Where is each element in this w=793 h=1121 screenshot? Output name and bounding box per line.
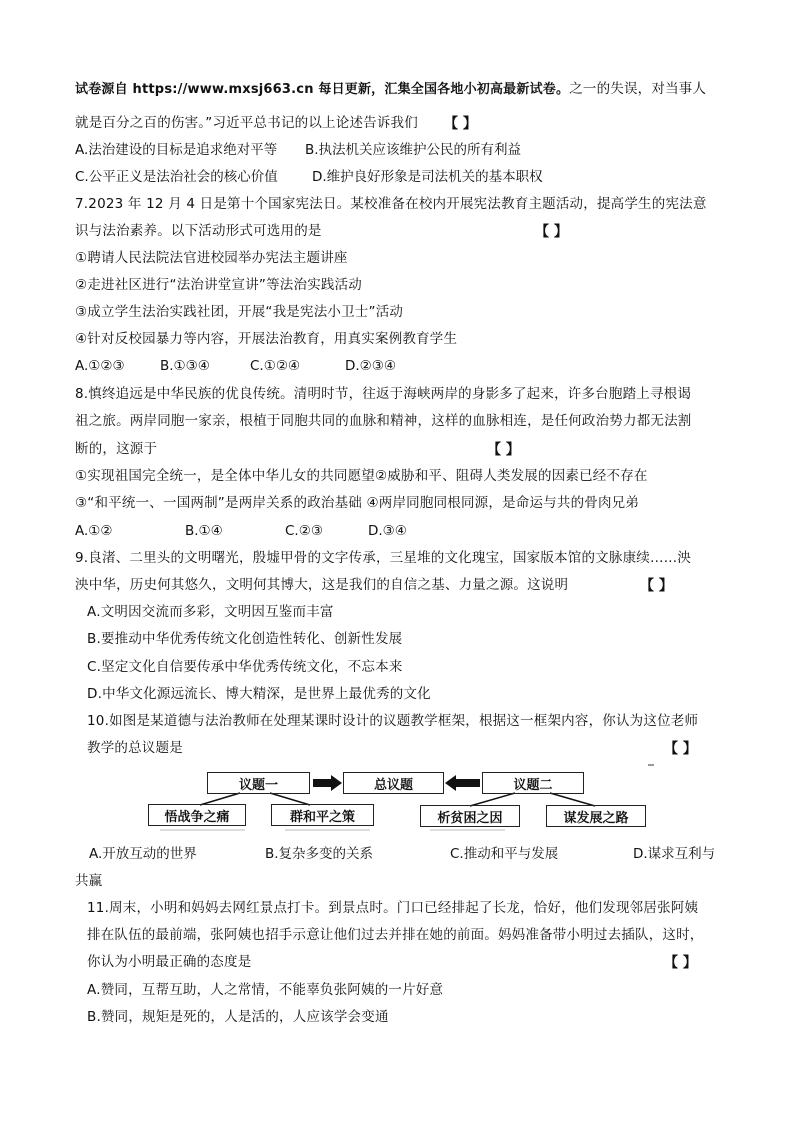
q11-stem-line2: 排在队伍的最前端，张阿姨也招手示意让他们过去并排在她的前面。妈妈准备带小明过去插队，这时， [87,927,704,943]
diagram-topic-two: 议题二 [482,772,584,794]
q9-stem-line1: 9.良渚、二里头的文明曙光，殷墟甲骨的文字传承，三星堆的文化瑰宝，国家版本馆的文脉康续……泱 [75,550,692,566]
q6-text-continuation: 之一的失误，对当事人 [569,81,707,97]
q11-stem-line3: 你认为小明最正确的态度是 [87,954,252,970]
source-watermark: 试卷源自 https://www.mxsj663.cn 每日更新，汇集全国各地小初高最新试卷。 [75,82,570,97]
q6-option-b: B.执法机关应该维护公民的所有利益 [305,142,522,158]
diagram-sub-peace-policy: 群和平之策 [271,804,374,826]
q6-answer-bracket: 【 】 [444,116,477,132]
q8-option-b: B.①④ [185,523,223,539]
diagram-main-topic: 总议题 [343,772,444,794]
q9-answer-bracket: 【 】 [640,578,673,594]
q8-statements-1-2: ①实现祖国完全统一，是全体中华儿女的共同愿望②威胁和平、阻碍人类发展的因素已经不存在 [75,468,648,484]
diagram-sub-poverty-cause: 析贫困之因 [420,805,520,827]
q7-stem-line2: 识与法治素养。以下活动形式可选用的是 [75,223,322,239]
q11-option-b: B.赞同，规矩是死的，人是活的，人应该学会变通 [87,1009,389,1025]
q7-answer-bracket: 【 】 [535,224,568,240]
q9-option-b: B.要推动中华优秀传统文化创造性转化、创新性发展 [87,631,403,647]
q10-option-d: D.谋求互利与 [633,846,716,862]
q11-answer-bracket: 【 】 [664,955,697,971]
q6-option-a: A.法治建设的目标是追求绝对平等 [75,142,278,158]
q11-stem-line1: 11.周末，小明和妈妈去网红景点打卡。到景点时。门口已经排起了长龙，恰好，他们发现邻居张阿姨 [87,900,699,916]
q6-stem-line: 就是百分之百的伤害。”习近平总书记的以上论述告诉我们 [75,115,418,131]
q10-stem-line1: 10.如图是某道德与法治教师在处理某课时设计的议题教学框架，根据这一框架内容，你认为这位老师 [87,713,699,729]
q9-option-c: C.坚定文化自信要传承中华优秀传统文化，不忘本来 [87,659,403,675]
q10-stem-line2: 教学的总议题是 [87,740,183,756]
q7-option-c: C.①②④ [250,358,301,374]
q9-stem-line2: 泱中华，历史何其悠久，文明何其博大，这是我们的自信之基、力量之源。这说明 [75,577,569,593]
q10-option-b: B.复杂多变的关系 [265,846,374,862]
diagram-topic-one: 议题一 [207,772,310,794]
q7-option-d: D.②③④ [345,358,396,374]
q7-stem-line1: 7.2023 年 12 月 4 日是第十个国家宪法日。某校准备在校内开展宪法教育主题活动，提高学生的宪法意 [75,196,707,212]
q9-option-d: D.中华文化源远流长、博大精深，是世界上最优秀的文化 [87,686,431,702]
q10-option-d-continuation: 共赢 [75,873,103,889]
q11-option-a: A.赞同，互帮互助，人之常情，不能辜负张阿姨的一片好意 [87,982,444,998]
q7-option-b: B.①③④ [160,358,210,374]
q7-statement-4: ④针对反校园暴力等内容，开展法治教育，用真实案例教育学生 [75,331,458,347]
q9-option-a: A.文明因交流而多彩，文明因互鉴而丰富 [87,604,334,620]
q6-option-c: C.公平正义是法治社会的核心价值 [75,169,278,185]
q8-answer-bracket: 【 】 [487,442,520,458]
q10-option-a: A.开放互动的世界 [89,846,197,862]
q7-option-a: A.①②③ [75,358,125,374]
q8-stem-line3: 断的，这源于 [75,441,158,457]
q6-option-d: D.维护良好形象是司法机关的基本职权 [312,169,543,185]
q10-answer-bracket: 【 】 [664,741,697,757]
q7-statement-3: ③成立学生法治实践社团，开展“我是宪法小卫士”活动 [75,304,404,320]
q8-statements-3-4: ③“和平统一、一国两制”是两岸关系的政治基础 ④两岸同胞同根同源，是命运与共的骨肉兄弟 [75,495,640,511]
q8-option-d: D.③④ [368,523,407,539]
q8-option-c: C.②③ [285,523,323,539]
q8-stem-line1: 8.慎终追远是中华民族的优良传统。清明时节，往返于海峡两岸的身影多了起来，许多台胞踏上寻根谒 [75,386,692,402]
q8-option-a: A.①② [75,523,113,539]
q10-option-c: C.推动和平与发展 [450,846,559,862]
q7-statement-2: ②走进社区进行“法治讲堂宣讲”等法治实践活动 [75,277,362,293]
diagram-sub-war-pain: 悟战争之痛 [148,804,246,826]
q7-statement-1: ①聘请人民法院法官进校园举办宪法主题讲座 [75,250,348,266]
diagram-sub-development-path: 谋发展之路 [546,805,646,827]
q8-stem-line2: 祖之旅。两岸同胞一家亲，根植于同胞共同的血脉和精神，这样的血脉相连，是任何政治势力都无法割 [75,413,692,429]
